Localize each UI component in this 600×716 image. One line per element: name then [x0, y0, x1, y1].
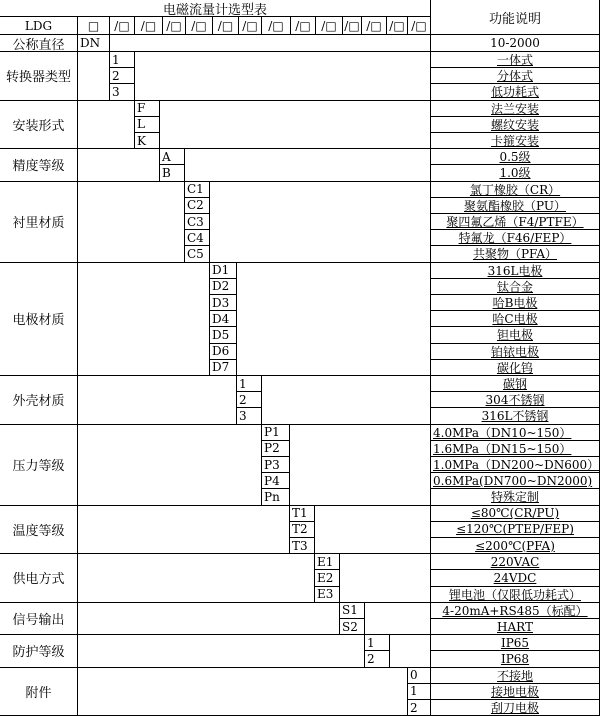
dn-range: 10-2000	[430, 34, 600, 52]
group-blank-left	[77, 505, 290, 555]
option-description: 聚氨酯橡胶（PU）	[430, 197, 600, 214]
option-code: L	[134, 116, 160, 133]
option-code: C1	[184, 181, 210, 198]
group-blank-left	[77, 602, 340, 635]
dn-blank	[109, 34, 431, 52]
option-description: 不接地	[430, 667, 600, 684]
group-blank-left	[77, 262, 210, 376]
group-blank-right	[364, 602, 431, 635]
option-description: 特氟龙（F46/FEP）	[430, 229, 600, 246]
option-description: 0.6MPa(DN700~DN2000)	[430, 472, 600, 489]
group-blank-left	[77, 181, 185, 263]
model-slot: /□	[185, 16, 213, 35]
option-code: D2	[209, 278, 237, 295]
dn-label: 公称直径	[0, 34, 78, 52]
group-label: 外壳材质	[0, 375, 78, 425]
option-code: 1	[407, 683, 431, 700]
option-description: 共聚物（PFA）	[430, 245, 600, 262]
option-code: D4	[209, 310, 237, 327]
option-description: 低功耗式	[430, 83, 600, 100]
group-blank-right	[236, 262, 431, 376]
model-box: □	[77, 16, 110, 35]
option-code: C2	[184, 197, 210, 214]
model-slot: /□	[238, 16, 262, 35]
option-description: 316L电极	[430, 262, 600, 279]
option-code: 2	[236, 391, 262, 408]
option-code: P3	[261, 456, 290, 473]
option-code: F	[134, 100, 160, 117]
group-blank-right	[209, 181, 431, 263]
option-code: D1	[209, 262, 237, 279]
option-description: 哈B电极	[430, 294, 600, 311]
option-code: D5	[209, 326, 237, 343]
group-label: 安装形式	[0, 100, 78, 150]
group-blank-right	[389, 634, 431, 667]
option-code: C5	[184, 245, 210, 262]
group-label: 防护等级	[0, 634, 78, 667]
option-description: ≤200℃(PFA)	[430, 537, 600, 554]
option-description: 螺纹安装	[430, 116, 600, 133]
group-label: 信号输出	[0, 602, 78, 635]
model-slot: /□	[361, 16, 387, 35]
option-description: 氯丁橡胶（CR）	[430, 181, 600, 198]
group-blank-right	[184, 148, 431, 181]
option-description: 锂电池（仅限低功耗式）	[430, 586, 600, 603]
model-slot: /□	[162, 16, 186, 35]
group-label: 压力等级	[0, 424, 78, 506]
option-code: T1	[289, 505, 315, 522]
model-slot: /□	[386, 16, 408, 35]
group-blank-right	[289, 424, 431, 506]
option-description: 钽电极	[430, 326, 600, 343]
group-blank-left	[77, 375, 237, 425]
model-slot: /□	[109, 16, 135, 35]
option-description: 24VDC	[430, 569, 600, 586]
group-label: 电极材质	[0, 262, 78, 376]
option-description: ≤80℃(CR/PU)	[430, 505, 600, 522]
group-label: 附件	[0, 667, 78, 716]
option-code: Pn	[261, 488, 290, 505]
group-blank-right	[314, 505, 431, 555]
option-description: ≤120℃(PTEP/FEP)	[430, 521, 600, 538]
group-blank-left	[77, 424, 262, 506]
option-description: 一体式	[430, 51, 600, 68]
option-code: 1	[364, 634, 390, 651]
option-description: 哈C电极	[430, 310, 600, 327]
option-code: S1	[339, 602, 365, 619]
option-code: P4	[261, 472, 290, 489]
group-blank-left	[77, 553, 315, 603]
option-code: 1	[236, 375, 262, 392]
option-description: 碳化钨	[430, 359, 600, 376]
option-code: 0	[407, 667, 431, 684]
option-code: P2	[261, 440, 290, 457]
option-code: 3	[109, 83, 135, 100]
option-code: C4	[184, 229, 210, 246]
option-description: 1.6MPa（DN15~150）	[430, 440, 600, 457]
group-label: 转换器类型	[0, 51, 78, 101]
option-description: 铂铱电极	[430, 343, 600, 360]
model-slot: /□	[407, 16, 431, 35]
option-description: 304不锈钢	[430, 391, 600, 408]
option-description: 刮刀电极	[430, 699, 600, 716]
group-blank-left	[77, 100, 135, 150]
option-code: B	[159, 164, 185, 181]
option-description: 4.0MPa（DN10~150）	[430, 424, 600, 441]
option-code: D3	[209, 294, 237, 311]
model-slot: /□	[212, 16, 239, 35]
group-label: 供电方式	[0, 553, 78, 603]
option-code: E3	[314, 586, 340, 603]
option-description: 钛合金	[430, 278, 600, 295]
option-description: 特殊定制	[430, 488, 600, 505]
option-description: 1.0MPa（DN200~DN600）	[430, 456, 600, 473]
group-blank-right	[134, 51, 431, 101]
group-blank-right	[261, 375, 431, 425]
option-description: 法兰安装	[430, 100, 600, 117]
option-code: T3	[289, 537, 315, 554]
group-label: 精度等级	[0, 148, 78, 181]
option-code: 1	[109, 51, 135, 68]
group-blank-left	[77, 51, 110, 101]
option-description: 碳钢	[430, 375, 600, 392]
option-description: 220VAC	[430, 553, 600, 570]
group-label: 温度等级	[0, 505, 78, 555]
model-slot: /□	[342, 16, 362, 35]
option-code: 2	[109, 67, 135, 84]
option-code: E1	[314, 553, 340, 570]
group-blank-right	[159, 100, 431, 150]
option-code: D7	[209, 359, 237, 376]
group-blank-left	[77, 634, 365, 667]
model-slot: /□	[290, 16, 316, 35]
option-code: D6	[209, 343, 237, 360]
option-description: 316L不锈钢	[430, 407, 600, 424]
option-description: 聚四氟乙烯（F4/PTFE）	[430, 213, 600, 230]
model-slot: /□	[261, 16, 291, 35]
option-code: K	[134, 132, 160, 149]
option-code: E2	[314, 569, 340, 586]
group-blank-left	[77, 667, 408, 716]
model-slot: /□	[134, 16, 163, 35]
option-code: P1	[261, 424, 290, 441]
group-blank-right	[339, 553, 431, 603]
option-code: T2	[289, 521, 315, 538]
dn-code: DN	[77, 34, 110, 52]
option-code: 2	[364, 650, 390, 667]
model-slot: /□	[315, 16, 343, 35]
option-description: 4-20mA+RS485（标配）	[430, 602, 600, 619]
option-description: 接地电极	[430, 683, 600, 700]
option-description: 0.5级	[430, 148, 600, 165]
model-code: LDG	[0, 16, 78, 35]
option-description: IP65	[430, 634, 600, 651]
option-description: 卡箍安装	[430, 132, 600, 149]
group-blank-left	[77, 148, 160, 181]
function-header: 功能说明	[430, 0, 600, 35]
option-code: S2	[339, 618, 365, 635]
group-label: 衬里材质	[0, 181, 78, 263]
option-code: 2	[407, 699, 431, 716]
table-title: 电磁流量计选型表	[0, 0, 431, 17]
option-description: HART	[430, 618, 600, 635]
option-description: 1.0级	[430, 164, 600, 181]
option-code: A	[159, 148, 185, 165]
option-code: 3	[236, 407, 262, 424]
option-description: IP68	[430, 650, 600, 667]
option-code: C3	[184, 213, 210, 230]
option-description: 分体式	[430, 67, 600, 84]
